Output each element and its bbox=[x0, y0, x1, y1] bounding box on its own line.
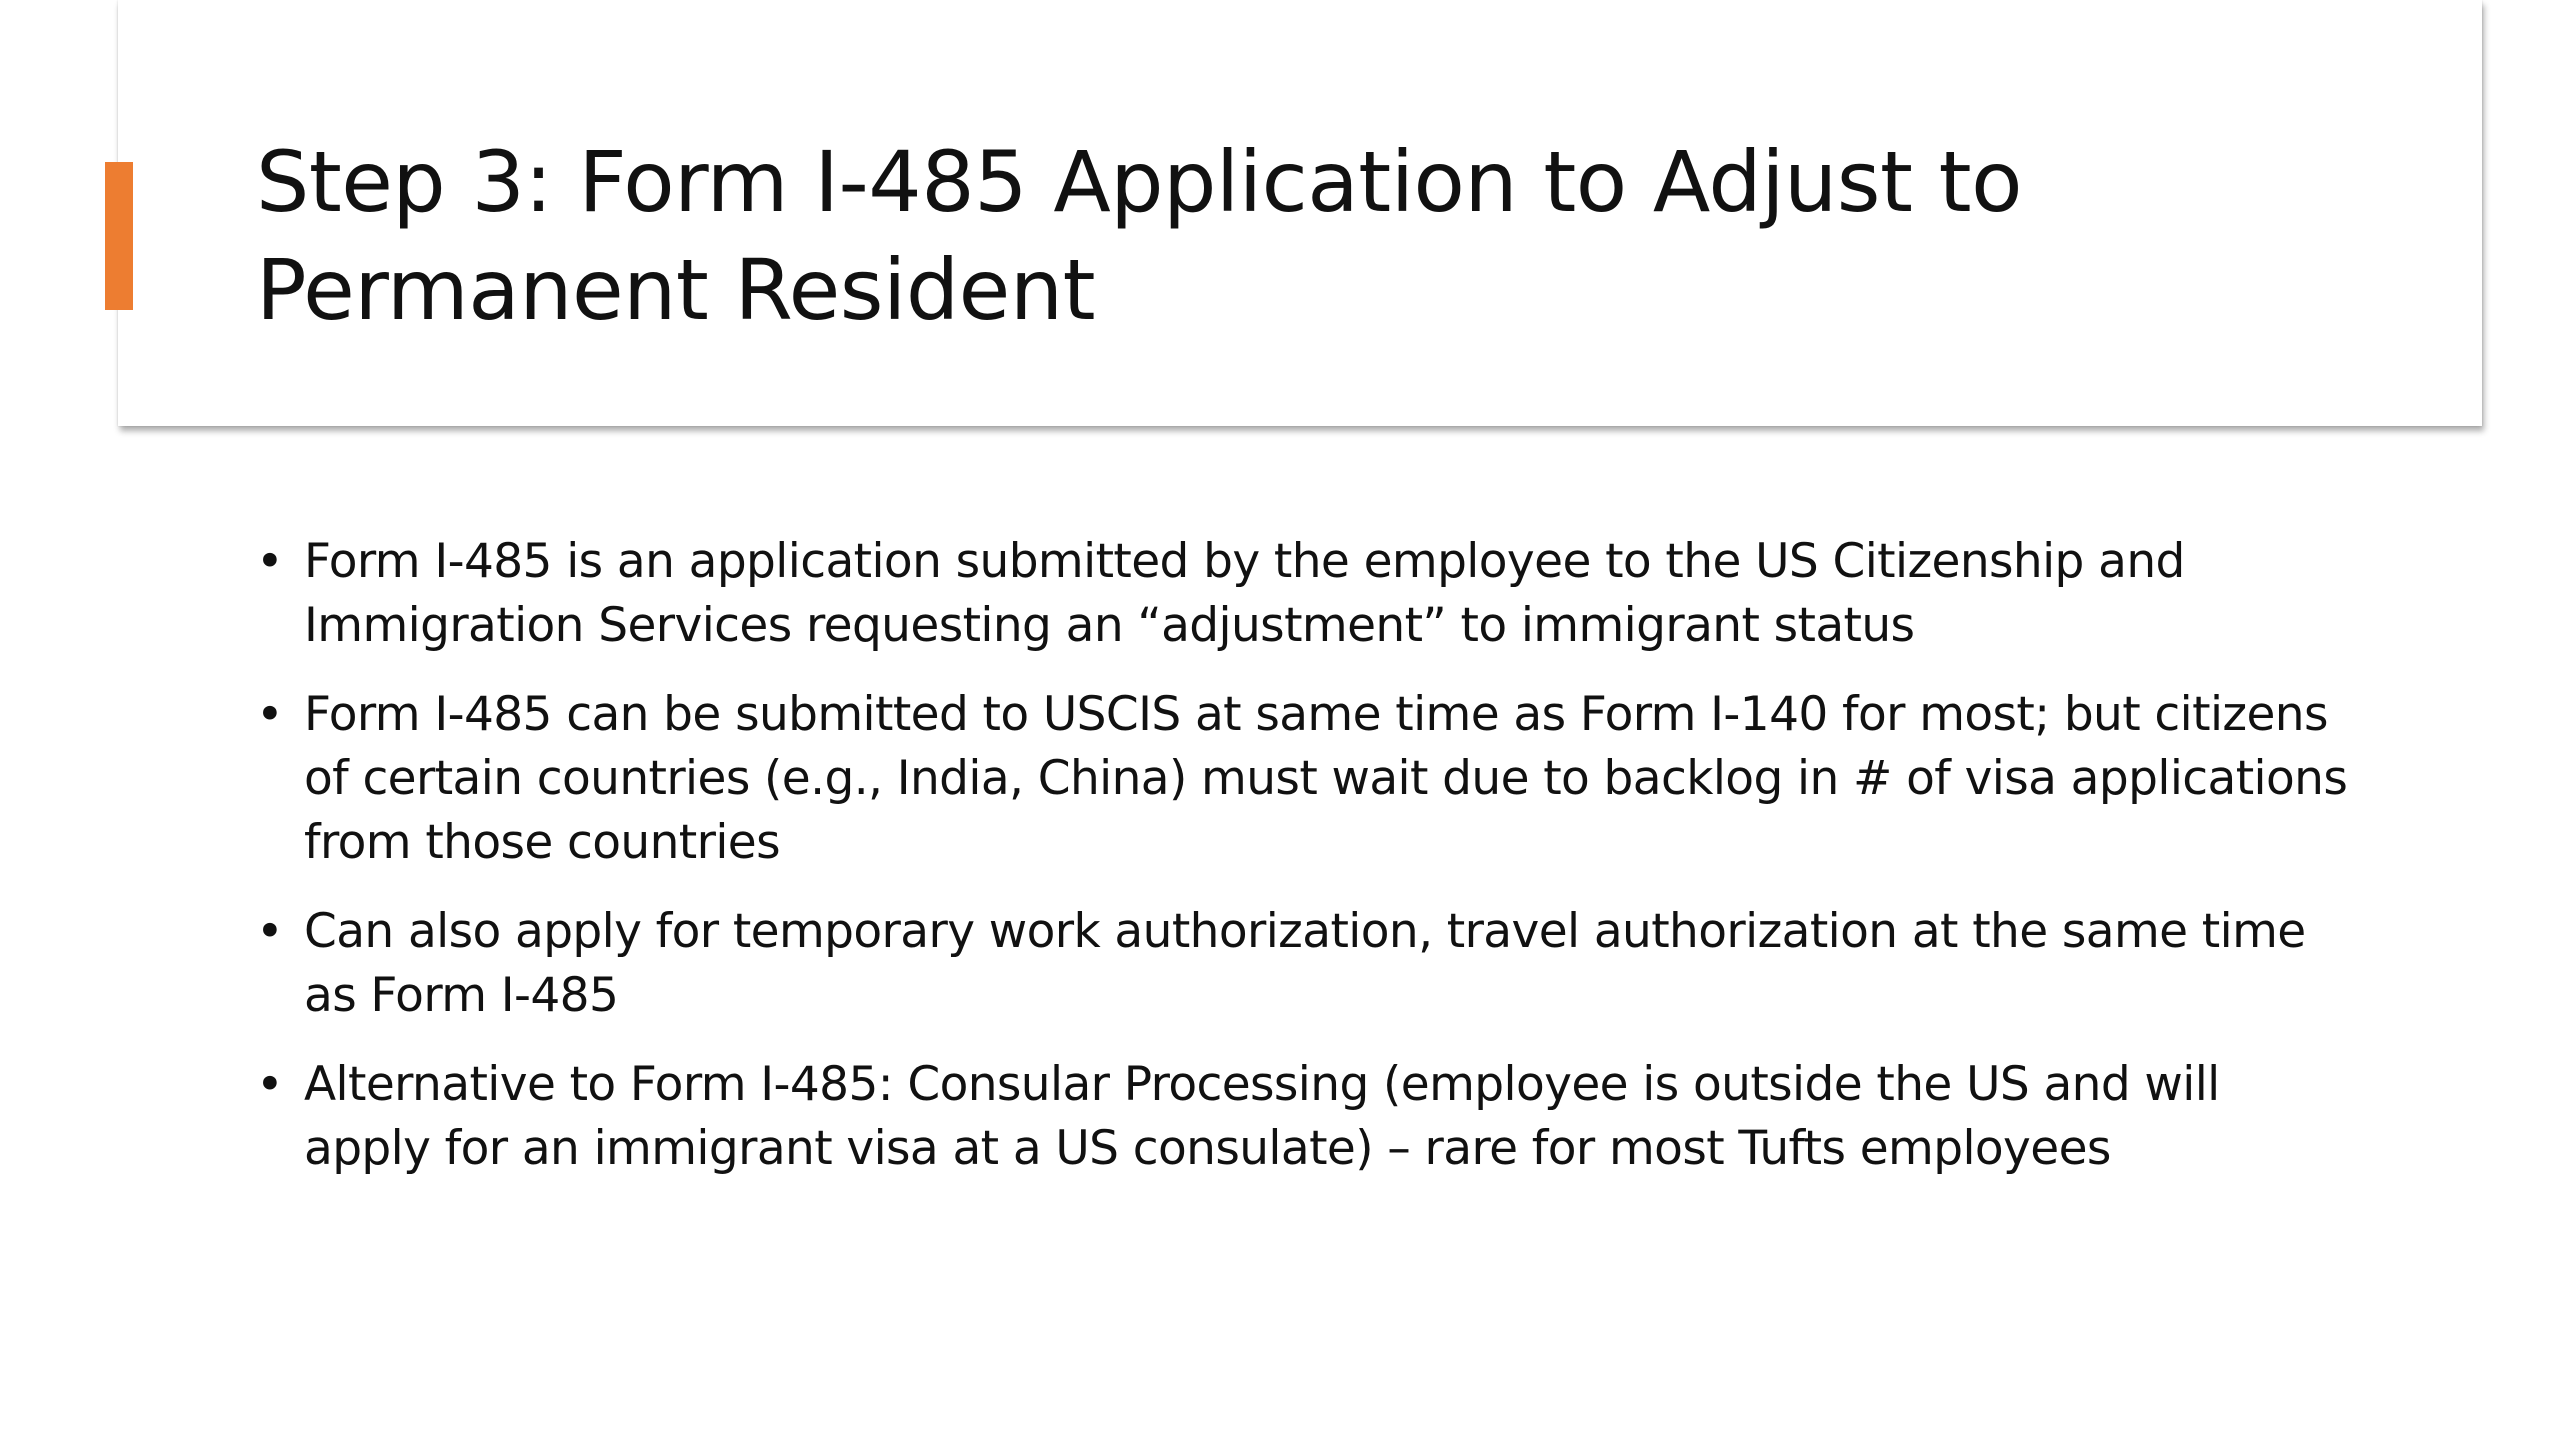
bullet-list bbox=[256, 530, 2356, 1206]
bullet-text: Form I-485 can be submitted to USCIS at same time as Form I-140 for most; but citizens of certain countries (e.g., India, China) must wait due to backlog in # of visa applications from those countries bbox=[304, 687, 2348, 870]
slide-title: Step 3: Form I-485 Application to Adjust to Permanent Resident bbox=[256, 133, 2023, 339]
bullet-text: Can also apply for temporary work authorization, travel authorization at the same time as Form I-485 bbox=[304, 904, 2306, 1023]
bullet-item bbox=[256, 530, 2356, 658]
title-accent-bar bbox=[105, 162, 133, 310]
bullet-item bbox=[256, 683, 2356, 875]
bullet-item bbox=[256, 900, 2356, 1028]
bullet-text: Alternative to Form I-485: Consular Processing (employee is outside the US and will apply for an immigrant visa at a US consulate) – rare for most Tufts employees bbox=[304, 1057, 2220, 1176]
bullet-dot-icon: • bbox=[256, 904, 284, 959]
bullet-dot-icon: • bbox=[256, 534, 284, 589]
bullet-dot-icon: • bbox=[256, 1057, 284, 1112]
bullet-text: Form I-485 is an application submitted by the employee to the US Citizenship and Immigration Services requesting an “adjustment” to immigrant status bbox=[304, 534, 2185, 653]
bullet-dot-icon: • bbox=[256, 687, 284, 742]
bullet-item bbox=[256, 1053, 2356, 1181]
